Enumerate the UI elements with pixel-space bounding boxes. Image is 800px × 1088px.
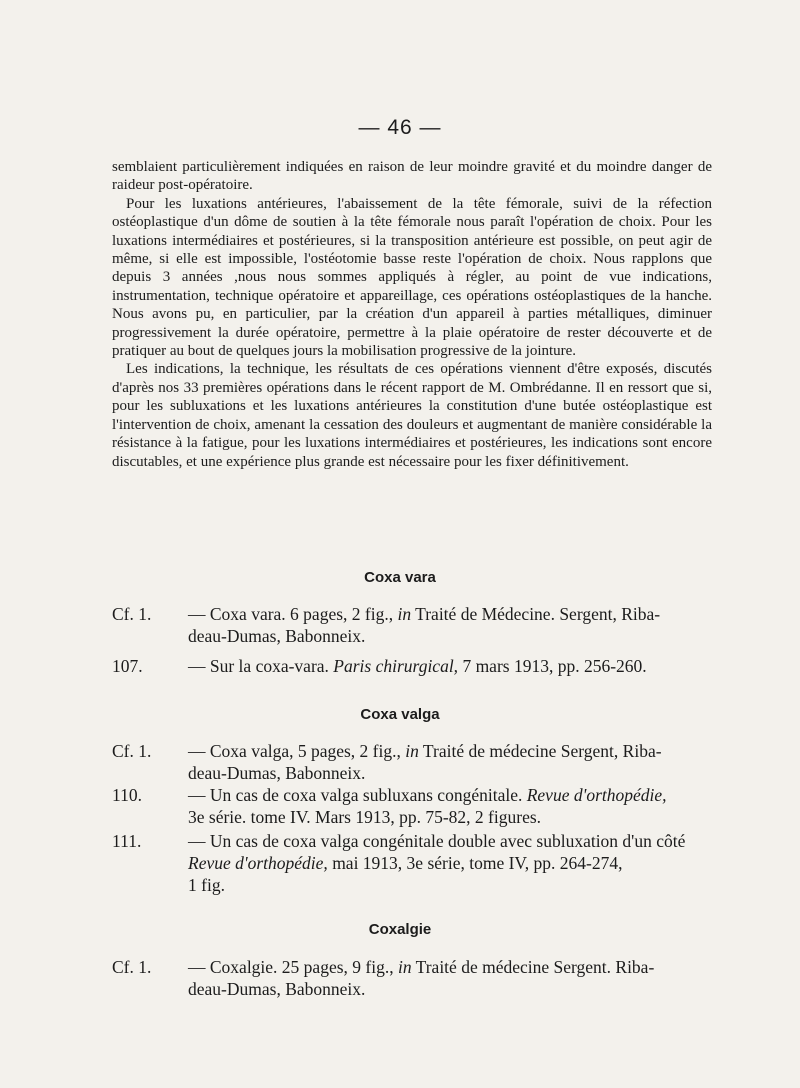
reference-text: — Un cas de coxa valga congénitale double avec subluxation d'un côté Revue d'orthopédie, mai 1913, 3e série, tome IV, pp. 264-274, 1 fig. <box>188 831 686 895</box>
reference-entry <box>112 956 724 1000</box>
reference-number: Cf. 1. <box>112 604 152 624</box>
reference-text: — Coxa valga, 5 pages, 2 fig., in Traité de médecine Sergent, Riba- deau-Dumas, Babonneix. <box>188 741 662 783</box>
paragraph: Les indications, la technique, les résultats de ces opérations viennent d'être exposés, discutés d'après nos 33 premières opérations dans le récent rapport de M. Ombrédanne. Il en ressort que si, pour les subluxations et les luxations antérieures la constitution d'une butée ostéoplastique est l'intervention de choix, amenant la cessation des douleurs et augmentant de manière considérable la résistance à la fatigue, pour les luxations intermédiaires et postérieures, les indications sont encore discutables, et une expérience plus grande est nécessaire pour les fixer définitivement. <box>112 361 712 470</box>
reference-text: — Un cas de coxa valga subluxans congénitale. Revue d'orthopédie, 3e série. tome IV. Mars 1913, pp. 75-82, 2 figures. <box>188 785 667 827</box>
reference-entry <box>112 655 724 677</box>
reference-entry <box>112 830 724 896</box>
page-number: — 46 — <box>358 116 442 139</box>
reference-entry <box>112 740 724 784</box>
body-text <box>112 158 712 471</box>
reference-entry <box>112 784 724 828</box>
reference-number: 107. <box>112 656 143 676</box>
section-heading-coxalgie: Coxalgie <box>368 921 432 938</box>
reference-number: Cf. 1. <box>112 957 152 977</box>
reference-text: — Coxa vara. 6 pages, 2 fig., in Traité de Médecine. Sergent, Riba- deau-Dumas, Babonneix. <box>188 604 661 646</box>
reference-number: 111. <box>112 831 142 851</box>
reference-text: — Sur la coxa-vara. Paris chirurgical, 7 mars 1913, pp. 256-260. <box>188 656 647 676</box>
paragraph: semblaient particulièrement indiquées en raison de leur moindre gravité et du moindre danger de raideur post-opératoire. <box>112 159 712 194</box>
reference-number: 110. <box>112 785 142 805</box>
reference-text: — Coxalgie. 25 pages, 9 fig., in Traité de médecine Sergent. Riba- deau-Dumas, Babonneix. <box>188 957 655 999</box>
section-heading-coxa-valga: Coxa valga <box>360 706 440 723</box>
reference-number: Cf. 1. <box>112 741 152 761</box>
paragraph: Pour les luxations antérieures, l'abaissement de la tête fémorale, suivi de la réfection ostéoplastique d'un dôme de soutien à la tête fémorale nous paraît l'opération de choix. Pour les luxations intermédiaires et postérieures, si la transposition antérieure est possible, on peut agir de même, si elle est impossible, l'ostéotomie basse reste l'opération de choix. Nous rapplons que depuis 3 années ,nous nous sommes appliqués à régler, au point de vue indications, instrumentation, technique opératoire et appareillage, ces opérations ostéoplastiques de la hanche. Nous avons pu, en particulier, par la création d'un appareil à parties métalliques, diminuer progressivement la durée opératoire, permettre à la plaie opératoire de rester découverte et de pratiquer au bout de quelques jours la mobilisation progressive de la jointure. <box>112 195 712 360</box>
section-heading-coxa-vara: Coxa vara <box>364 569 436 586</box>
reference-entry <box>112 603 724 647</box>
